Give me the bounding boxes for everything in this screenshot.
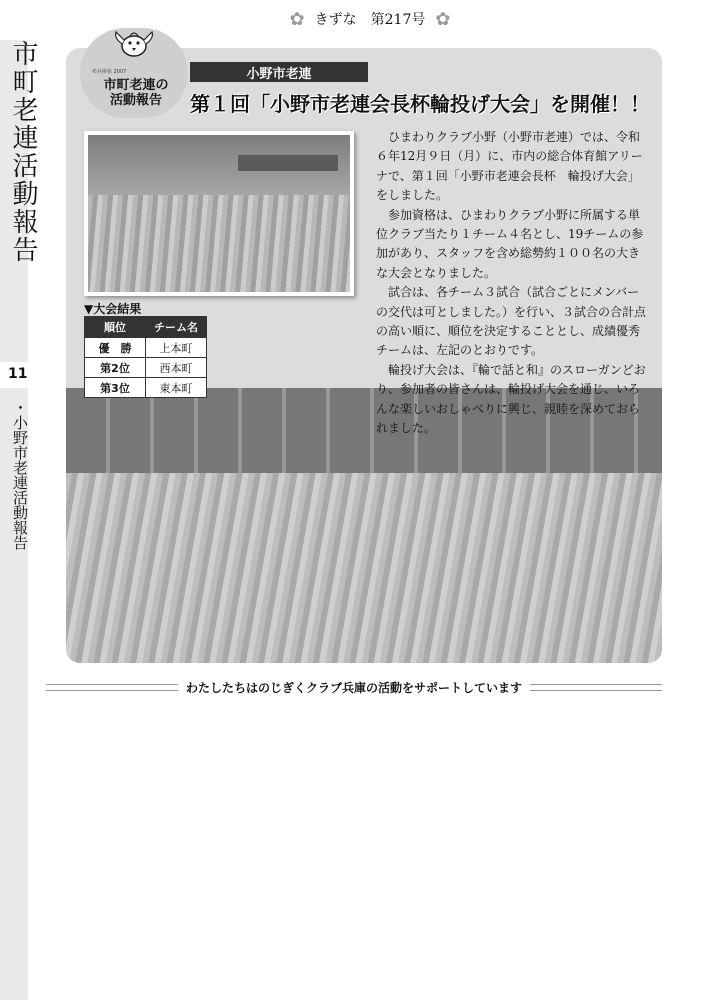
page-number: 11 [8,366,28,382]
column-header-team: チーム名 [146,317,207,338]
article-paragraph: ひまわりクラブ小野（小野市老連）では、令和６年12月９日（月）に、市内の総合体育館アリーナで、第１回「小野市老連会長杯 輪投げ大会」をしました。 [376,130,643,203]
team-cell: 東本町 [146,378,207,398]
results-table [84,316,207,398]
mascot-bird-icon [112,28,156,60]
article-body [376,128,650,439]
table-row [85,338,207,358]
gym-floor [66,473,662,663]
page-header [240,6,500,32]
team-cell: 上本町 [146,338,207,358]
badge-label-line2: 活動報告 [109,93,162,108]
gym-windows [238,155,338,171]
column-header-rank: 順位 [85,317,146,338]
article-paragraph: 輪投げ大会は、『輪で話と和』のスローガンどおり、参加者の皆さんは、輪投げ大会を通じ、いろんな楽しいおしゃべりに興じ、親睦を深めておられました。 [376,362,646,436]
gym-floor [88,195,350,292]
event-photo-small-image [88,135,350,292]
footer-rule-right [530,684,662,691]
footer-rule-left [46,684,178,691]
article-paragraph: 試合は、各チーム３試合（試合ごとにメンバーの交代は可としました。）を行い、３試合の合計点の高い順に、順位を決定することとし、成績優秀チームは、左記のとおりです。 [376,285,647,358]
badge-label-line1: 市町老連の [103,78,169,93]
results-title: ▼大会結果 [84,302,142,316]
badge-label [94,78,178,108]
table-row [85,358,207,378]
flower-icon: ✿ [289,8,305,30]
table-row [85,378,207,398]
header-title: きずな 第217号 [314,12,426,28]
table-header-row [85,317,207,338]
rank-cell: 優 勝 [85,338,146,358]
badge-copyright: ©兵庫県 2007 [92,69,127,75]
vertical-subtitle: ・小野市老連活動報告 [11,400,29,550]
page-footer [46,678,662,696]
organization-tag: 小野市老連 [190,62,368,82]
rank-cell: 第3位 [85,378,146,398]
team-cell: 西本町 [146,358,207,378]
flower-icon: ✿ [435,8,451,30]
article-headline: 第１回「小野市老連会長杯輪投げ大会」を開催！！ [190,92,650,116]
article-paragraph: 参加資格は、ひまわりクラブ小野に所属する単位クラブ当たり１チーム４名とし、19チームの参加があり、スタッフを含め総勢約１００名の大きな大会となりました。 [376,207,644,280]
rank-cell: 第2位 [85,358,146,378]
event-photo-small [84,131,354,296]
vertical-section-title: 市町老連活動報告 [8,40,38,264]
footer-text: わたしたちはのじぎくクラブ兵庫の活動をサポートしています [186,680,523,695]
